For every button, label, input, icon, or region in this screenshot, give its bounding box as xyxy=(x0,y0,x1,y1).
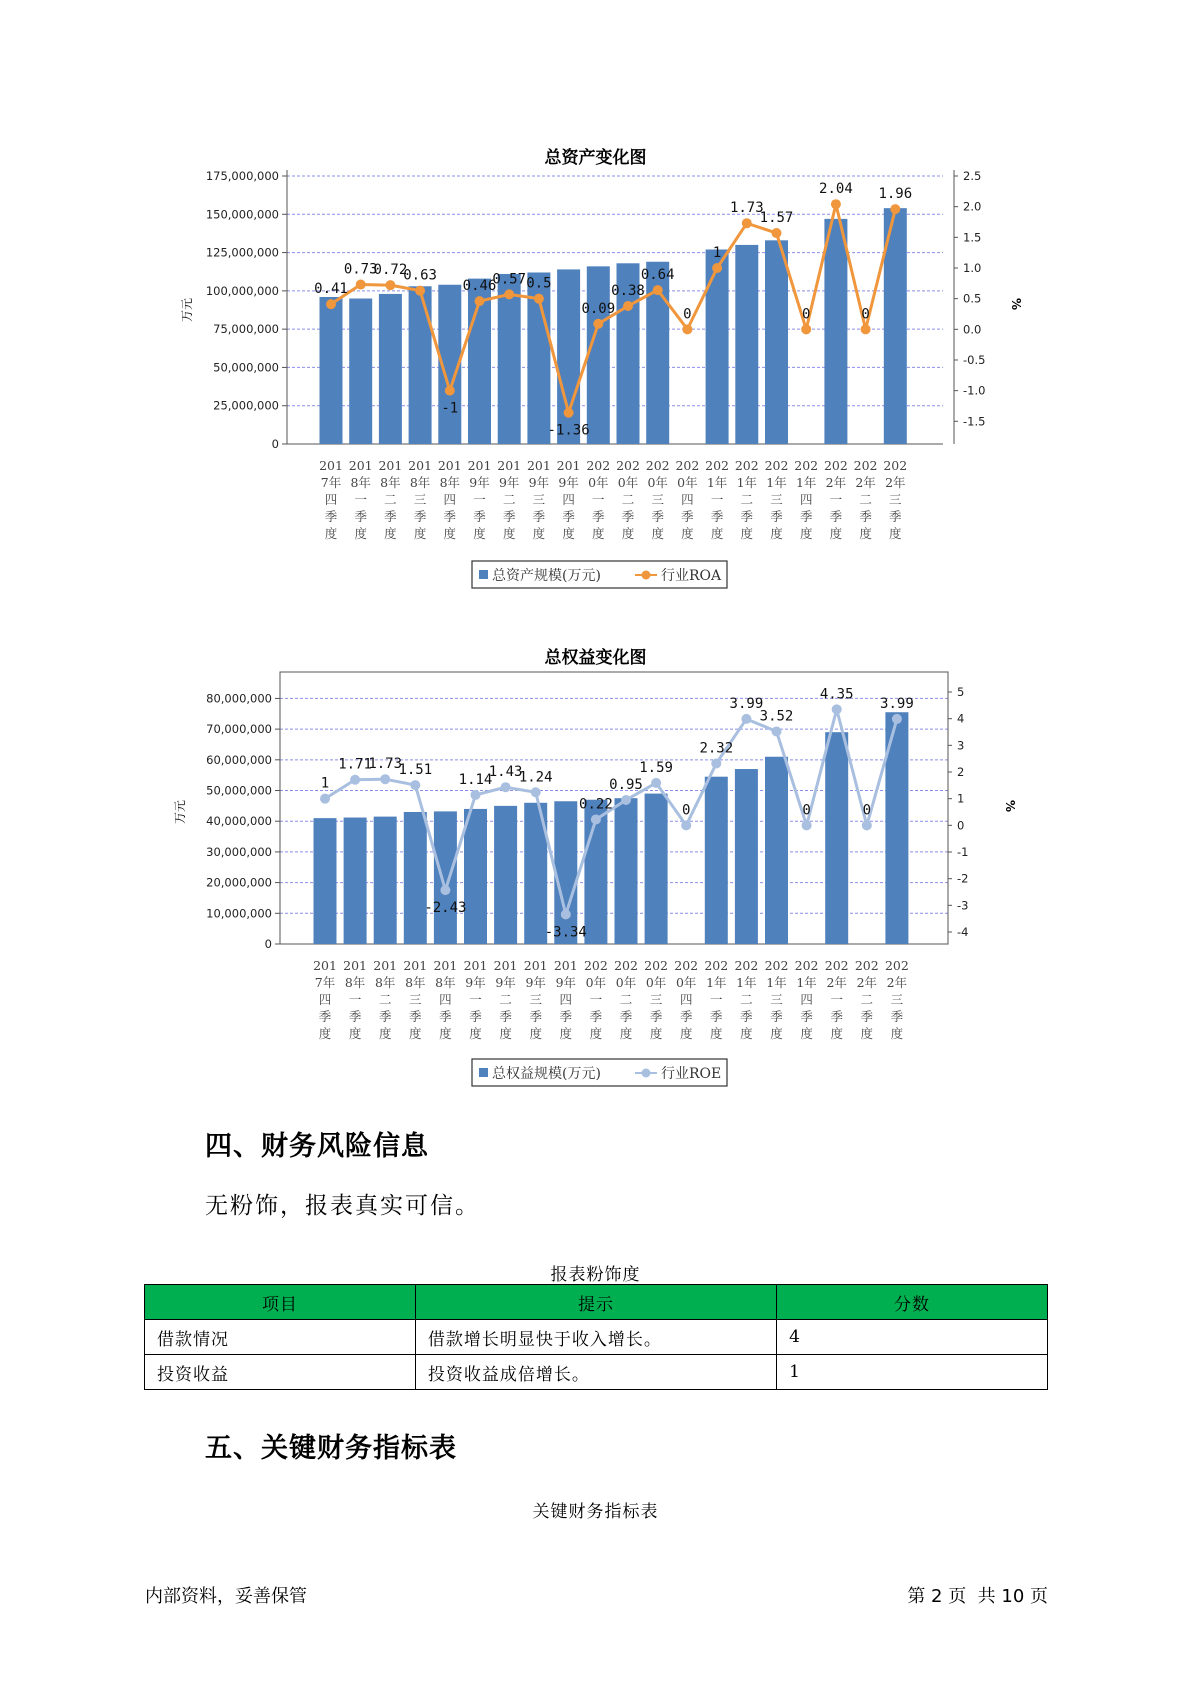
category-label: 201 9年三季度 xyxy=(526,458,551,541)
bar xyxy=(314,818,337,944)
left-axis-title: 万元 xyxy=(180,297,194,323)
line-point xyxy=(471,790,481,800)
left-tick-label: 80,000,000 xyxy=(206,691,272,706)
row-hint: 借款增长明显快于收入增长。 xyxy=(415,1320,776,1355)
table-header-row xyxy=(145,1285,1048,1320)
category-label: 201 9年一季度 xyxy=(467,458,492,541)
line-point xyxy=(772,228,782,238)
right-tick-label: 4 xyxy=(957,711,965,726)
bar xyxy=(409,286,432,444)
line-point xyxy=(326,299,336,309)
bar xyxy=(615,798,638,944)
line-point xyxy=(862,820,872,830)
right-tick-label: -2 xyxy=(957,871,969,886)
category-label: 201 9年二季度 xyxy=(493,958,518,1041)
right-tick-label: 3 xyxy=(957,738,965,753)
right-tick-label: 1.5 xyxy=(963,230,982,245)
footer-confidential: 内部资料，妥善保管 xyxy=(145,1586,307,1607)
data-label: 2.04 xyxy=(819,181,853,198)
bar xyxy=(825,732,848,944)
data-label: 4.35 xyxy=(819,686,854,703)
data-label: 3.52 xyxy=(759,708,794,725)
data-label: 1.24 xyxy=(518,769,553,786)
right-tick-label: 2.5 xyxy=(963,169,982,183)
data-label: 0.46 xyxy=(462,278,497,295)
category-label: 201 7年四季度 xyxy=(319,458,343,541)
bar xyxy=(735,245,758,444)
category-label: 202 0年一季度 xyxy=(583,958,608,1041)
data-label: 0.22 xyxy=(579,796,613,813)
row-hint: 投资收益成倍增长。 xyxy=(415,1355,776,1390)
chart-title-assets: 总资产变化图 xyxy=(544,148,647,168)
data-label: 0.63 xyxy=(403,267,437,284)
bar xyxy=(349,299,372,444)
row-item: 借款情况 xyxy=(145,1320,416,1355)
legend-line-label: 行业ROE xyxy=(661,1066,722,1082)
data-label: 0.95 xyxy=(609,777,643,793)
line-point xyxy=(564,408,574,418)
legend-line-label: 行业ROA xyxy=(661,568,722,584)
data-label: 1.73 xyxy=(368,756,403,773)
data-label: 1.43 xyxy=(488,764,523,781)
line-point xyxy=(890,204,900,214)
bar xyxy=(824,219,847,444)
line-point xyxy=(385,280,395,290)
left-tick-label: 40,000,000 xyxy=(206,814,272,829)
category-label: 202 0年二季度 xyxy=(614,958,638,1041)
right-tick-label: 5 xyxy=(957,685,965,699)
data-label: 0.41 xyxy=(314,281,348,298)
category-label: 202 2年三季度 xyxy=(884,958,909,1041)
bar xyxy=(706,250,729,444)
category-label: 201 9年四季度 xyxy=(553,958,578,1041)
category-label: 202 2年二季度 xyxy=(854,958,879,1041)
data-label: 0.09 xyxy=(581,300,616,317)
data-label: 0.38 xyxy=(611,283,645,300)
data-label: 1.73 xyxy=(729,200,764,217)
data-label: -3.34 xyxy=(544,924,587,941)
row-score: 4 xyxy=(777,1320,1048,1355)
category-label: 201 9年一季度 xyxy=(463,958,488,1041)
right-tick-label: 1.0 xyxy=(963,260,982,275)
total-equity-chart xyxy=(0,668,1191,1100)
bar xyxy=(557,269,580,444)
category-label: 202 1年三季度 xyxy=(764,958,789,1041)
category-label: 202 1年四季度 xyxy=(794,958,819,1041)
category-label: 201 8年一季度 xyxy=(343,958,368,1041)
data-label: 1.14 xyxy=(458,771,493,788)
line-point xyxy=(653,285,663,295)
line-point xyxy=(504,289,514,299)
right-axis-title: % xyxy=(1003,799,1017,813)
left-tick-label: 60,000,000 xyxy=(206,752,272,767)
bar xyxy=(320,297,343,444)
bar xyxy=(645,794,668,944)
category-label: 202 0年三季度 xyxy=(645,458,670,541)
right-tick-label: 1 xyxy=(957,791,965,806)
line-point xyxy=(561,909,571,919)
right-tick-label: -1.5 xyxy=(963,414,986,429)
left-axis-title: 万元 xyxy=(173,799,187,825)
data-label: 0.5 xyxy=(526,275,552,292)
data-label: 1 xyxy=(320,775,330,792)
row-item: 投资收益 xyxy=(145,1355,416,1390)
category-label: 201 8年二季度 xyxy=(378,458,403,541)
bar xyxy=(765,757,788,944)
category-label: 202 2年一季度 xyxy=(824,958,849,1041)
data-label: 1.59 xyxy=(639,759,673,776)
line-point xyxy=(320,794,330,804)
line-point xyxy=(682,324,692,334)
category-label: 201 8年三季度 xyxy=(403,958,428,1041)
bar xyxy=(379,294,402,444)
risk-summary-text: 无粉饰，报表真实可信。 xyxy=(205,1193,480,1219)
category-label: 201 7年四季度 xyxy=(313,958,337,1041)
line-point xyxy=(741,714,751,724)
category-label: 201 8年四季度 xyxy=(437,458,462,541)
chart-title-equity: 总权益变化图 xyxy=(544,648,647,668)
data-label: 0 xyxy=(681,802,691,819)
window-dressing-table xyxy=(144,1284,1048,1390)
line-point xyxy=(651,778,661,788)
right-tick-label: 0.0 xyxy=(963,322,982,337)
line-point xyxy=(380,774,390,784)
header-score: 分数 xyxy=(777,1285,1048,1320)
left-tick-label: 50,000,000 xyxy=(206,783,272,798)
data-label: 3.99 xyxy=(729,695,764,712)
data-label: 3.99 xyxy=(880,695,914,712)
left-tick-label: 70,000,000 xyxy=(206,722,272,737)
data-label: 1.51 xyxy=(398,762,433,779)
line-point xyxy=(831,199,841,209)
header-hint: 提示 xyxy=(415,1285,776,1320)
data-label: 1.71 xyxy=(338,756,372,773)
legend-bar-swatch xyxy=(479,570,488,579)
category-label: 201 9年二季度 xyxy=(497,458,522,541)
bar xyxy=(554,801,577,944)
category-label: 202 1年二季度 xyxy=(734,458,759,541)
data-label: -1.36 xyxy=(547,422,590,439)
row-score: 1 xyxy=(777,1355,1048,1390)
legend-line-marker xyxy=(642,1069,651,1078)
left-tick-label: 10,000,000 xyxy=(206,906,272,921)
left-tick-label: 0 xyxy=(264,937,272,951)
line-point xyxy=(591,814,601,824)
left-tick-label: 30,000,000 xyxy=(206,844,272,859)
data-label: 0 xyxy=(801,306,811,323)
category-label: 202 2年三季度 xyxy=(883,458,908,541)
bar xyxy=(464,809,487,944)
line-point xyxy=(832,704,842,714)
left-tick-label: 25,000,000 xyxy=(213,398,279,413)
category-label: 202 0年四季度 xyxy=(674,958,699,1041)
data-label: 0 xyxy=(862,802,872,819)
data-label: 0.73 xyxy=(343,261,378,278)
legend-bar-label: 总资产规模(万元) xyxy=(492,568,601,584)
table-caption-window-dressing: 报表粉饰度 xyxy=(550,1265,641,1285)
line-point xyxy=(593,319,603,329)
right-tick-label: 2 xyxy=(957,765,965,779)
line-point xyxy=(475,296,485,306)
line-point xyxy=(440,885,450,895)
line-point xyxy=(410,780,420,790)
section-heading-financial-risk: 四、财务风险信息 xyxy=(205,1131,429,1162)
data-label: 1 xyxy=(712,244,722,261)
line-point xyxy=(801,324,811,334)
line-point xyxy=(892,714,902,724)
left-tick-label: 20,000,000 xyxy=(206,875,272,890)
category-label: 201 8年二季度 xyxy=(373,958,398,1041)
legend-line-marker xyxy=(642,571,651,580)
left-tick-label: 125,000,000 xyxy=(205,245,279,260)
line-point xyxy=(621,795,631,805)
line-point xyxy=(861,324,871,334)
line-point xyxy=(350,775,360,785)
line-point xyxy=(501,782,511,792)
bar xyxy=(765,240,788,444)
bar xyxy=(498,274,521,444)
category-label: 202 1年一季度 xyxy=(704,958,729,1041)
data-label: 1.57 xyxy=(759,210,794,227)
line-point xyxy=(681,820,691,830)
data-label: -2.43 xyxy=(424,900,467,917)
category-label: 202 1年二季度 xyxy=(734,958,759,1041)
right-tick-label: 0 xyxy=(957,818,965,833)
section-heading-key-indicators: 五、关键财务指标表 xyxy=(205,1433,457,1464)
bar xyxy=(705,777,728,944)
right-tick-label: -3 xyxy=(957,898,969,913)
category-label: 201 8年四季度 xyxy=(433,958,458,1041)
table-row xyxy=(145,1320,1048,1355)
category-label: 202 0年三季度 xyxy=(644,958,669,1041)
category-label: 201 9年四季度 xyxy=(556,458,581,541)
line-point xyxy=(802,820,812,830)
table-row xyxy=(145,1355,1048,1390)
key-indicators-caption: 关键财务指标表 xyxy=(532,1502,659,1522)
category-label: 202 2年一季度 xyxy=(823,458,848,541)
data-label: 0.57 xyxy=(492,271,527,288)
data-label: 0.72 xyxy=(373,262,408,279)
category-label: 202 1年四季度 xyxy=(794,458,819,541)
legend-bar-label: 总权益规模(万元) xyxy=(492,1066,601,1082)
bar xyxy=(494,806,517,944)
category-label: 201 8年三季度 xyxy=(408,458,433,541)
category-label: 202 2年二季度 xyxy=(853,458,878,541)
data-label: 0 xyxy=(683,306,692,323)
right-tick-label: -0.5 xyxy=(963,352,986,367)
right-axis-title: % xyxy=(1009,297,1023,311)
footer-page-number: 第 2 页 共 10 页 xyxy=(907,1586,1048,1607)
left-tick-label: 75,000,000 xyxy=(213,322,279,337)
line-point xyxy=(356,280,366,290)
category-label: 202 0年四季度 xyxy=(675,458,700,541)
category-label: 201 8年一季度 xyxy=(348,458,373,541)
data-label: -1 xyxy=(441,400,459,417)
line-point xyxy=(445,386,455,396)
data-label: 0 xyxy=(861,306,870,323)
line-point xyxy=(711,758,721,768)
bar xyxy=(434,811,457,944)
bar xyxy=(735,769,758,944)
category-label: 201 9年三季度 xyxy=(523,958,548,1041)
right-tick-label: 0.5 xyxy=(963,291,982,306)
left-tick-label: 150,000,000 xyxy=(205,207,279,222)
bar xyxy=(344,818,367,944)
data-label: 1.96 xyxy=(878,186,913,203)
right-tick-label: -1 xyxy=(957,845,969,859)
line-point xyxy=(772,726,782,736)
legend-bar-swatch xyxy=(479,1068,488,1077)
header-item: 项目 xyxy=(145,1285,416,1320)
line-point xyxy=(534,294,544,304)
data-label: 0 xyxy=(802,802,811,819)
left-tick-label: 0 xyxy=(271,437,279,451)
line-point xyxy=(623,301,633,311)
line-point xyxy=(742,218,752,228)
left-tick-label: 50,000,000 xyxy=(213,360,279,375)
bar xyxy=(374,817,397,944)
line-point xyxy=(415,286,425,296)
right-tick-label: 2.0 xyxy=(963,199,982,214)
right-tick-label: -4 xyxy=(957,925,969,939)
data-label: 0.64 xyxy=(640,267,675,284)
category-label: 202 0年二季度 xyxy=(616,458,640,541)
right-tick-label: -1.0 xyxy=(963,383,986,398)
left-tick-label: 100,000,000 xyxy=(205,283,279,298)
category-label: 202 0年一季度 xyxy=(586,458,611,541)
category-label: 202 1年三季度 xyxy=(764,458,789,541)
bar xyxy=(404,812,427,944)
total-assets-chart xyxy=(0,170,1191,600)
category-label: 202 1年一季度 xyxy=(705,458,730,541)
line-point xyxy=(712,263,722,273)
line-point xyxy=(531,787,541,797)
bar xyxy=(587,266,610,444)
data-label: 2.32 xyxy=(699,740,734,757)
left-tick-label: 175,000,000 xyxy=(205,169,279,183)
